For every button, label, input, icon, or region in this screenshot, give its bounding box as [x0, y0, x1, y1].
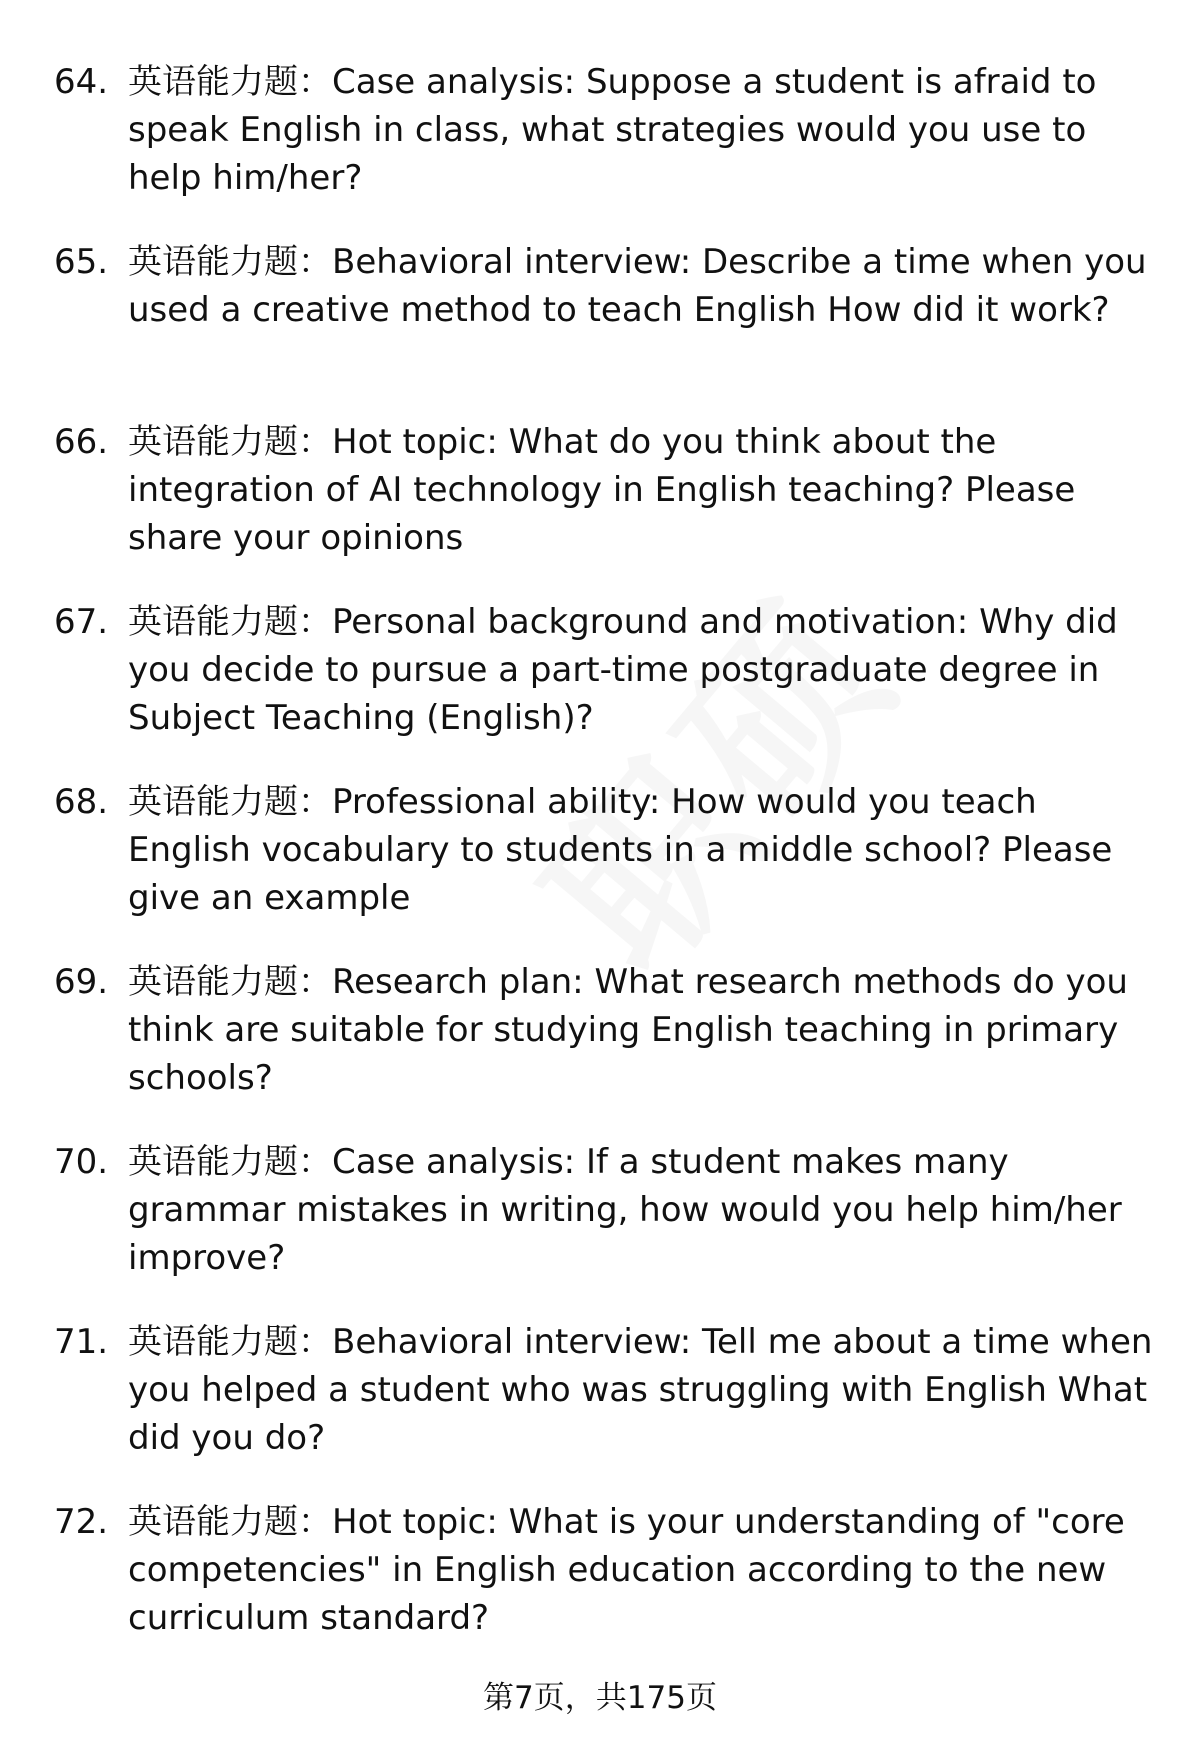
question-item [0, 778, 1200, 928]
question-body [128, 418, 1158, 562]
question-tag: 英语能力题： [128, 422, 332, 462]
question-tag: 英语能力题： [128, 1502, 332, 1542]
question-item [0, 598, 1200, 748]
question-tag: 英语能力题： [128, 602, 332, 642]
question-tag: 英语能力题： [128, 782, 332, 822]
question-number: 72. [54, 1502, 109, 1542]
question-item [0, 1318, 1200, 1468]
question-text: Personal background and motivation: Why did you decide to pursue a part-time postgraduate degree in Subject Teaching (English)? [128, 602, 1118, 738]
question-number: 64. [54, 62, 109, 102]
question-body [128, 1318, 1158, 1462]
question-text: Professional ability: How would you teach English vocabulary to students in a middle school? Please give an example [128, 782, 1113, 918]
question-text: Hot topic: What do you think about the integration of AI technology in English teaching? Please share your opinions [128, 422, 1076, 558]
question-body [128, 238, 1158, 334]
question-body [128, 778, 1158, 922]
question-number: 70. [54, 1142, 109, 1182]
question-number: 65. [54, 242, 109, 282]
question-body [128, 1138, 1158, 1282]
question-number: 66. [54, 422, 109, 462]
question-body [128, 598, 1158, 742]
question-text: Behavioral interview: Tell me about a time when you helped a student who was struggling with English What did you do? [128, 1322, 1153, 1458]
page-number-footer: 第7页，共175页 [483, 1680, 717, 1716]
question-text: Research plan: What research methods do you think are suitable for studying English teaching in primary schools? [128, 962, 1128, 1098]
question-text: Case analysis: If a student makes many grammar mistakes in writing, how would you help him/her improve? [128, 1142, 1122, 1278]
question-tag: 英语能力题： [128, 1322, 332, 1362]
question-body [128, 58, 1158, 202]
question-text: Case analysis: Suppose a student is afraid to speak English in class, what strategies would you use to help him/her? [128, 62, 1097, 198]
question-body [128, 958, 1158, 1102]
question-item [0, 1498, 1200, 1648]
question-item [0, 418, 1200, 568]
question-item [0, 58, 1200, 208]
question-list [0, 58, 1200, 1678]
question-number: 67. [54, 602, 109, 642]
question-number: 69. [54, 962, 109, 1002]
question-text: Behavioral interview: Describe a time when you used a creative method to teach English How did it work? [128, 242, 1147, 330]
question-tag: 英语能力题： [128, 62, 332, 102]
question-item [0, 238, 1200, 388]
question-number: 71. [54, 1322, 109, 1362]
question-tag: 英语能力题： [128, 962, 332, 1002]
question-text: Hot topic: What is your understanding of "core competencies" in English education according to the new curriculum standard? [128, 1502, 1125, 1638]
question-item [0, 1138, 1200, 1288]
question-body [128, 1498, 1158, 1642]
question-item [0, 958, 1200, 1108]
question-number: 68. [54, 782, 109, 822]
question-tag: 英语能力题： [128, 1142, 332, 1182]
question-tag: 英语能力题： [128, 242, 332, 282]
